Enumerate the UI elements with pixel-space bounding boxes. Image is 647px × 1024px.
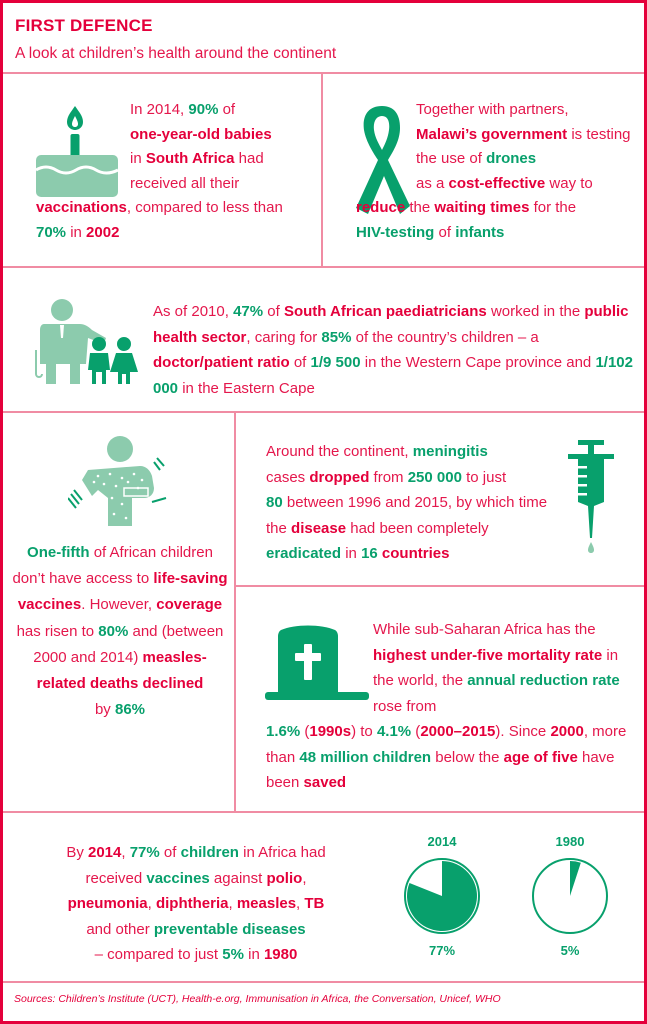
divider bbox=[235, 585, 644, 587]
meningitis-fact: Around the continent, meningitis cases dropped from 250 000 to just 80 between 1996 and 2015, by which time the disease had been completely eradicated in 16 countries bbox=[266, 443, 548, 562]
sources-footnote: Sources: Children’s Institute (UCT), Health-e.org, Immunisation in Africa, the Conversation, Unicef, WHO bbox=[14, 993, 501, 1005]
page-subtitle: A look at children’s health around the continent bbox=[15, 45, 337, 62]
divider bbox=[321, 73, 323, 267]
pie-2014-value: 77% bbox=[428, 943, 456, 958]
pie-1980-year: 1980 bbox=[555, 834, 585, 849]
measles-fact: One-fifth of African children don’t have access to life-saving vaccines. However, coverage has risen to 80% and (between 2000 and 2014) measles-related deaths declined by 86% bbox=[12, 544, 228, 719]
pie-chart-2014 bbox=[402, 856, 482, 941]
paediatricians-fact: As of 2010, 47% of South African paediatricians worked in the public health sector, caring for 85% of the country’s children – a doctor/patient ratio of 1/9 500 in the Western Cape province and 1/102 000 in the Eastern Cape bbox=[153, 303, 633, 397]
page-title: FIRST DEFENCE bbox=[15, 16, 153, 35]
pie-2014-year: 2014 bbox=[427, 834, 457, 849]
rash-person-icon bbox=[68, 436, 168, 531]
doctor-with-children-icon bbox=[26, 298, 141, 391]
coverage-fact: By 2014, 77% of children in Africa had received vaccines against polio, pneumonia, diphtheria, measles, TB and other preventable diseases – compared to just 5% in 1980 bbox=[66, 844, 326, 963]
divider bbox=[3, 981, 644, 983]
pie-chart-1980 bbox=[530, 856, 610, 941]
divider bbox=[3, 411, 644, 413]
divider bbox=[3, 72, 644, 74]
vaccination-fact: In 2014, 90% of one-year-old babies in South Africa had received all their vaccinations, compared to less than 70% in 2002 bbox=[36, 101, 283, 241]
pie-1980-value: 5% bbox=[560, 943, 580, 958]
mortality-fact: While sub-Saharan Africa has the highest under-five mortality rate in the world, the annual reduction rate rose from 1.6% (1990s) to 4.1% (2000–2015). Since 2000, more than 48 million children below the age of five have been saved bbox=[266, 621, 627, 791]
syringe-icon bbox=[568, 440, 614, 565]
divider bbox=[3, 266, 644, 268]
drones-fact: Together with partners, Malawi’s government is testing the use of drones as a cost-effective way to reduce the waiting times for the HIV-testing of infants bbox=[356, 101, 631, 241]
divider bbox=[3, 811, 644, 813]
divider bbox=[234, 412, 236, 812]
